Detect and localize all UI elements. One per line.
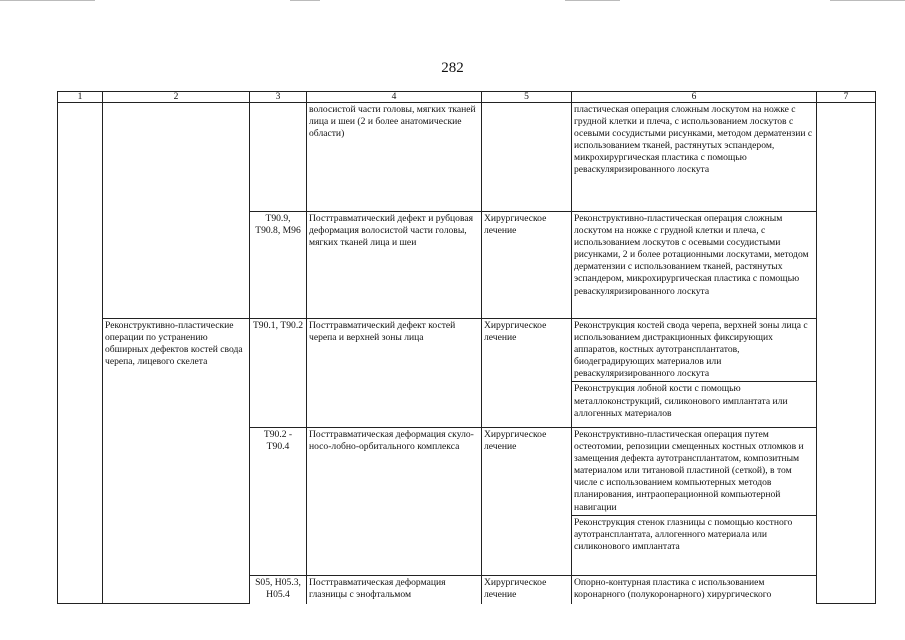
icd-code-cell: S05, Н05.3, Н05.4 xyxy=(250,576,307,604)
table-row xyxy=(58,103,876,212)
column-number: 2 xyxy=(103,92,250,103)
method-text: Реконструкция костей свода черепа, верхней зоны лица с использованием дистракционных фиксирующих аппаратов, костных аутотрансплантатов, биодеградирующих материалов или реваскуляризированного лоскута xyxy=(574,320,808,380)
diagnosis-cell: Посттравматический дефект и рубцовая деформация волосистой части головы, мягких тканей лица и шеи xyxy=(307,212,482,319)
icd-code-cell: Т90.9, Т90.8, М96 xyxy=(250,212,307,319)
column-number: 7 xyxy=(817,92,876,103)
page-number: 282 xyxy=(441,60,464,76)
treatment-type-cell: Хирургическое лечение xyxy=(482,212,572,319)
group-number-cell xyxy=(58,103,103,604)
icd-code-cell: Т90.2 - Т90.4 xyxy=(250,428,307,576)
diagnosis-cell: Посттравматическая деформация скуло-носо-лобно-орбитального комплекса xyxy=(307,428,482,576)
column-number: 1 xyxy=(58,92,103,103)
tariff-cell xyxy=(817,103,876,604)
method-cell: пластическая операция сложным лоскутом на ножке с грудной клетки и плеча, с использованием лоскутов с осевыми сосудистыми рисунками, методом дерматензии с использованием тканей, растянутых эспандером, микрохирургическая пластика с помощью реваскуляризированного лоскута xyxy=(572,103,817,212)
service-name-cell: Реконструктивно-пластические операции по устранению обширных дефектов костей свода черепа, лицевого скелета xyxy=(103,319,250,604)
method-cell: Опорно-контурная пластика с использованием коронарного (полукоронарного) хирургического xyxy=(572,576,817,604)
column-numbers-row xyxy=(58,92,876,103)
method-cell xyxy=(572,319,817,428)
diagnosis-cell: Посттравматический дефект костей черепа и верхней зоны лица xyxy=(307,319,482,428)
diagnosis-cell: Посттравматическая деформация глазницы с энофтальмом xyxy=(307,576,482,604)
table-row xyxy=(58,319,876,428)
services-table xyxy=(57,91,876,604)
column-number: 3 xyxy=(250,92,307,103)
method-text: Реконструкция лобной кости с помощью металлоконструкций, силиконового имплантата или аллогенных материалов xyxy=(572,381,816,419)
treatment-type-cell: Хирургическое лечение xyxy=(482,576,572,604)
treatment-type-cell xyxy=(482,103,572,212)
diagnosis-cell: волосистой части головы, мягких тканей лица и шеи (2 и более анатомические области) xyxy=(307,103,482,212)
method-text: Реконструкция стенок глазницы с помощью костного аутотрансплантата, аллогенного материала или силиконового имплантата xyxy=(572,515,816,553)
service-name-cell xyxy=(103,103,250,319)
icd-code-cell: Т90.1, Т90.2 xyxy=(250,319,307,428)
treatment-type-cell: Хирургическое лечение xyxy=(482,428,572,576)
column-number: 5 xyxy=(482,92,572,103)
method-text: Реконструктивно-пластическая операция путем остеотомии, репозиции смещенных костных отломков и замещения дефекта аутотрансплантатом, композитным материалом или титановой пластиной (сеткой), в том числе с использованием компьютерных методов планирования, интраоперационной компьютерной навигации xyxy=(574,429,804,513)
column-number: 6 xyxy=(572,92,817,103)
treatment-type-cell: Хирургическое лечение xyxy=(482,319,572,428)
icd-code-cell xyxy=(250,103,307,212)
column-number: 4 xyxy=(307,92,482,103)
method-cell: Реконструктивно-пластическая операция сложным лоскутом на ножке с грудной клетки и плеча, с использованием лоскутов с осевыми сосудистыми рисунками, 2 и более ротационными лоскутами, методом дерматензии с использованием тканей, растянутых эспандером, микрохирургическая пластика с помощью реваскуляризированного лоскута xyxy=(572,212,817,319)
method-cell xyxy=(572,428,817,576)
